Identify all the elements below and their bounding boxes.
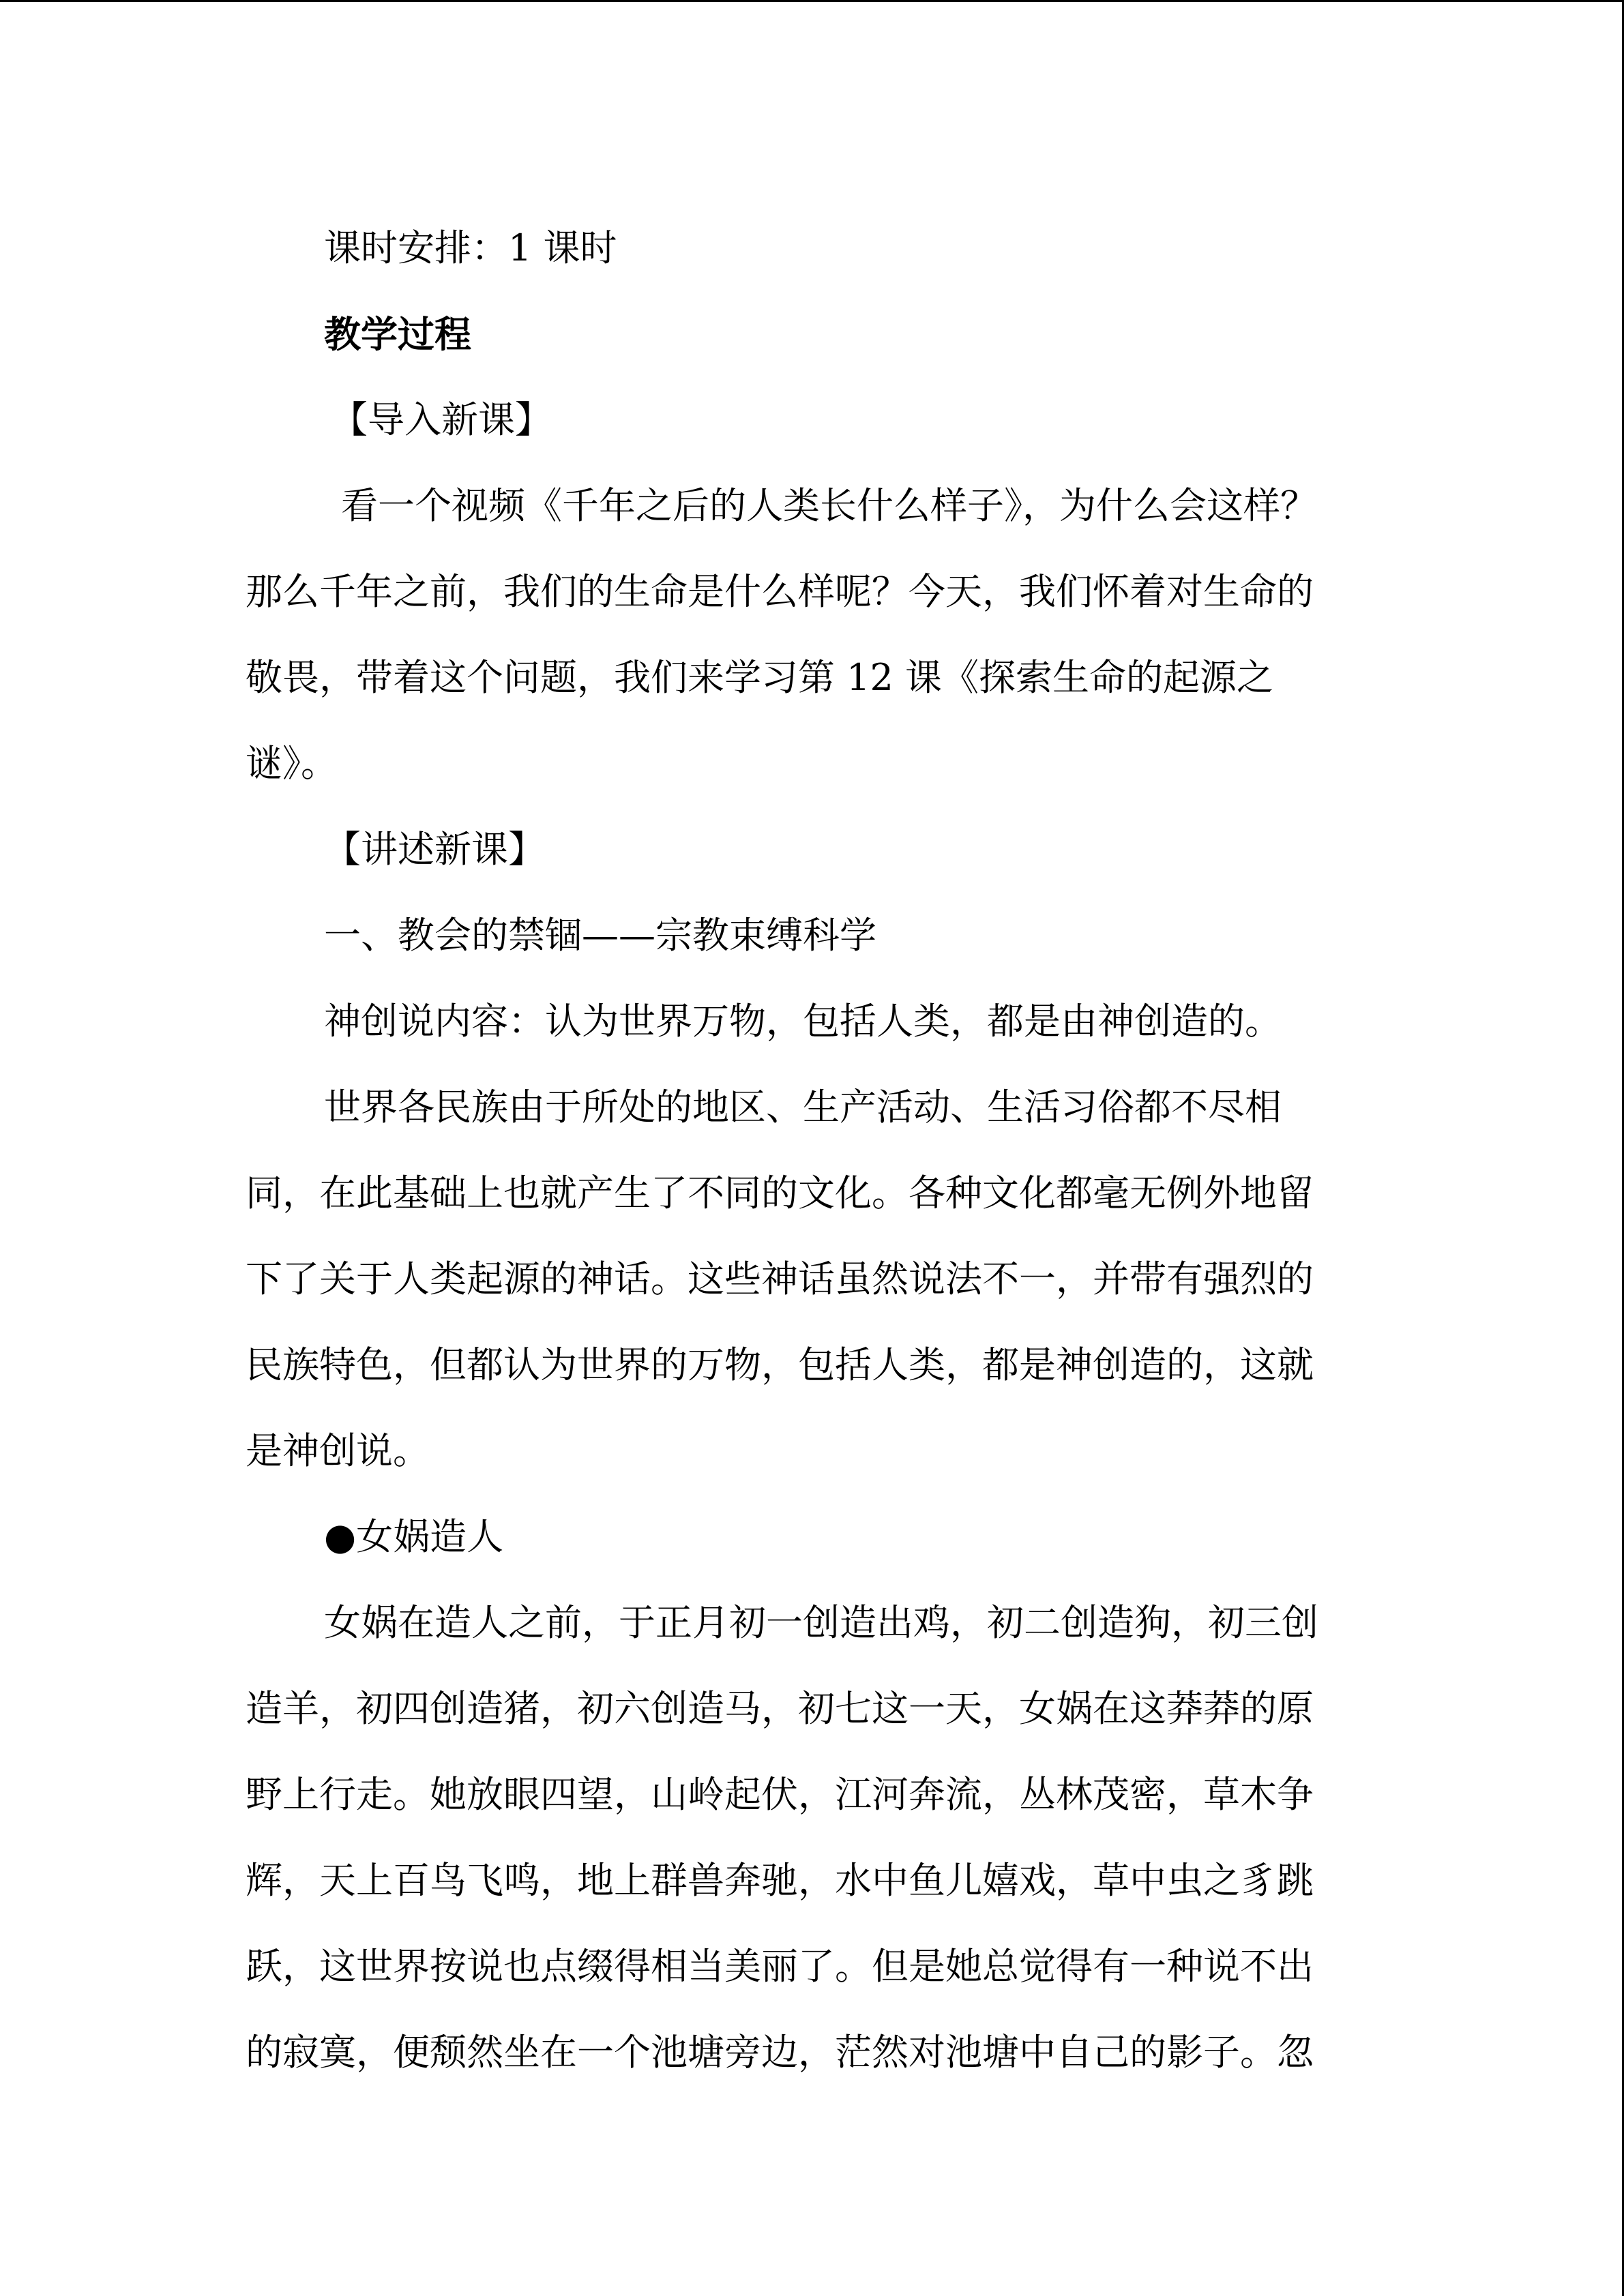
nuwa-paragraph-line: 辉，天上百鸟飞鸣，地上群兽奔驰，水中鱼儿嬉戏，草中虫之豸跳 [246,1859,1314,1902]
nuwa-paragraph-line: 野上行走。她放眼四望，山岭起伏，江河奔流，丛林茂密，草木争 [246,1773,1314,1816]
intro-paragraph-line: 看一个视频《千年之后的人类长什么样子》，为什么会这样？ [341,484,1317,527]
nuwa-paragraph-line: 造羊，初四创造猪，初六创造马，初七这一天，女娲在这莽莽的原 [246,1687,1314,1730]
creationism-paragraph-line: 是神创说。 [246,1429,430,1472]
intro-paragraph-line: 谜》。 [246,742,338,785]
nuwa-bullet-heading: ●女娲造人 [324,1515,504,1558]
creationism-paragraph-line: 下了关于人类起源的神话。这些神话虽然说法不一，并带有强烈的 [246,1257,1314,1300]
lesson-schedule-line: 课时安排：1 课时 [324,226,617,269]
creationism-paragraph-line: 民族特色，但都认为世界的万物，包括人类，都是神创造的，这就 [246,1343,1314,1386]
nuwa-paragraph-line: 女娲在造人之前，于正月初一创造出鸡，初二创造狗，初三创 [324,1601,1318,1644]
teaching-process-heading: 教学过程 [324,312,471,356]
nuwa-paragraph-line: 的寂寞，便颓然坐在一个池塘旁边，茫然对池塘中自己的影子。忽 [246,2031,1314,2074]
intro-section-heading: 【导入新课】 [331,398,552,441]
subsection-heading: 一、教会的禁锢——宗教束缚科学 [324,914,876,957]
creationism-paragraph-line: 世界各民族由于所处的地区、生产活动、生活习俗都不尽相 [324,1086,1282,1129]
new-lesson-section-heading: 【讲述新课】 [324,828,545,871]
creationism-paragraph-line: 同，在此基础上也就产生了不同的文化。各种文化都毫无例外地留 [246,1172,1314,1214]
intro-paragraph-line: 敬畏，带着这个问题，我们来学习第 12 课《探索生命的起源之 [246,656,1274,699]
creationism-definition-line: 神创说内容：认为世界万物，包括人类，都是由神创造的。 [324,1000,1282,1043]
intro-paragraph-line: 那么千年之前，我们的生命是什么样呢？今天，我们怀着对生命的 [246,570,1314,613]
nuwa-paragraph-line: 跃，这世界按说也点缀得相当美丽了。但是她总觉得有一种说不出 [246,1945,1314,1988]
document-body [246,205,1364,2096]
